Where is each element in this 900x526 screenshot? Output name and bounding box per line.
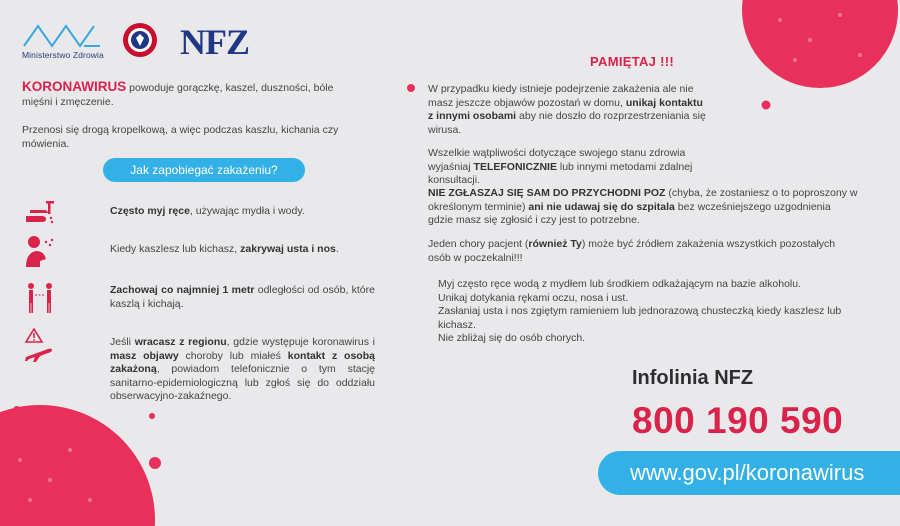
- tip-bold: masz objawy: [110, 349, 179, 362]
- ministry-logo: [22, 22, 108, 60]
- ministry-logo-icon: [22, 22, 102, 48]
- tip-text: odległości od osób, które kaszlą i kichają.: [110, 284, 375, 310]
- remember-text: lub innymi metodami zdalnej konsultacji.: [428, 160, 693, 186]
- list-item: Myj często ręce wodą z mydłem lub środkiem odkażającym na bazie alkoholu.: [438, 278, 801, 290]
- decorative-dot: [148, 412, 156, 420]
- decorative-dot: [147, 455, 163, 471]
- tip-text: , używając mydła i wody.: [189, 205, 305, 217]
- distance-people-icon: [22, 280, 58, 316]
- koronawirus-headline: KORONAWIRUS: [22, 79, 127, 94]
- remember-text: Wszelkie wątpliwości dotyczące swojego stanu zdrowia wyjaśniaj: [428, 147, 686, 173]
- decorative-dot: [406, 83, 416, 93]
- remember-bold: ani nie udawaj się do szpitala: [528, 200, 675, 213]
- remember-bold: NIE ZGŁASZAJ SIĘ SAM DO PRZYCHODNI POZ: [428, 187, 666, 199]
- hotline-number[interactable]: 800 190 590: [632, 400, 844, 441]
- tip-text: Kiedy kaszlesz lub kichasz,: [110, 243, 241, 255]
- decorative-blob-top-right: [720, 0, 900, 110]
- list-item: Unikaj dotykania rękami oczu, nosa i ust.: [438, 291, 629, 304]
- remember-bold: TELEFONICZNIE: [473, 160, 557, 173]
- remember-paragraph-3: [428, 187, 858, 228]
- intro-symptoms: powoduje gorączkę, kaszel, duszności, bóle mięśni i zmęczenie.: [22, 82, 334, 108]
- cough-cover-icon: [22, 233, 58, 269]
- hygiene-list: [438, 278, 848, 346]
- intro-paragraph: [22, 80, 342, 109]
- tip-text: , gdzie występuje koronawirus i: [226, 336, 375, 348]
- remember-text: (chyba, że zostaniesz o to poproszony w określonym terminie): [428, 187, 858, 213]
- nfz-logo: NFZ: [180, 22, 249, 62]
- tip-bold: kontakt z osobą zakażoną: [110, 349, 375, 375]
- prevention-heading-pill: Jak zapobiegać zakażeniu?: [103, 158, 305, 182]
- tip-returning-travel: [110, 336, 375, 404]
- hand-washing-icon: [22, 196, 58, 232]
- remember-text: bez wcześniejszego uzgodnienia gdzie masz się zgłosić i czy jest to potrzebne.: [428, 200, 831, 226]
- tip-text: choroby lub miałeś: [178, 349, 288, 362]
- sanitary-inspection-logo-icon: [122, 22, 158, 58]
- tip-text: Jeśli: [110, 336, 135, 348]
- remember-bold: unikaj kontaktu z innymi osobami: [428, 96, 703, 122]
- remember-paragraph-2: [428, 147, 728, 188]
- tip-bold: zakrywaj usta i nos: [240, 243, 336, 255]
- travel-warning-icon: [22, 327, 58, 363]
- tip-cover-mouth: [110, 243, 370, 257]
- remember-bold: również Ty: [528, 238, 582, 250]
- website-link[interactable]: www.gov.pl/koronawirus: [630, 460, 865, 485]
- list-item: Nie zbliżaj się do osób chorych.: [438, 332, 586, 344]
- tip-text: , powiadom telefonicznie o tym stację sanitarno-epidemiologiczną lub zgłoś się do oddziału obserwacyjno-zakaźnego.: [110, 363, 375, 402]
- tip-wash-hands: [110, 205, 360, 219]
- remember-text: Jeden chory pacjent (: [428, 238, 529, 250]
- tip-bold: Zachowaj co najmniej 1 metr: [110, 284, 255, 296]
- tip-bold: wracasz z regionu: [134, 336, 227, 348]
- ministry-label: Ministerstwo Zdrowia: [22, 50, 104, 60]
- remember-text: W przypadku kiedy istnieje podejrzenie zakażenia ale nie masz jeszcze objawów pozostań w domu,: [428, 83, 694, 109]
- decorative-blob-bottom-left: [0, 400, 170, 526]
- remember-paragraph-4: [428, 238, 848, 265]
- transmission-paragraph: Przenosi się drogą kropelkową, a więc podczas kaszlu, kichania czy mówienia.: [22, 124, 339, 150]
- decorative-dot: [12, 405, 22, 415]
- list-item: Zasłaniaj usta i nos zgiętym ramieniem lub jednorazową chusteczką kiedy kaszlesz lub kichasz.: [438, 305, 842, 331]
- remember-title: PAMIĘTAJ !!!: [590, 54, 674, 69]
- tip-keep-distance: [110, 284, 375, 311]
- remember-text: ) może być źródłem zakażenia wszystkich pozostałych osób w poczekalni!!!: [428, 238, 836, 264]
- tip-text: .: [335, 243, 339, 255]
- tip-bold: Często myj ręce: [110, 205, 190, 217]
- remember-text: aby nie doszło do rozprzestrzeniania się wirusa.: [428, 110, 706, 136]
- hotline-label: Infolinia NFZ: [632, 367, 754, 389]
- remember-paragraph-1: [428, 83, 708, 137]
- decorative-dot: [760, 99, 772, 111]
